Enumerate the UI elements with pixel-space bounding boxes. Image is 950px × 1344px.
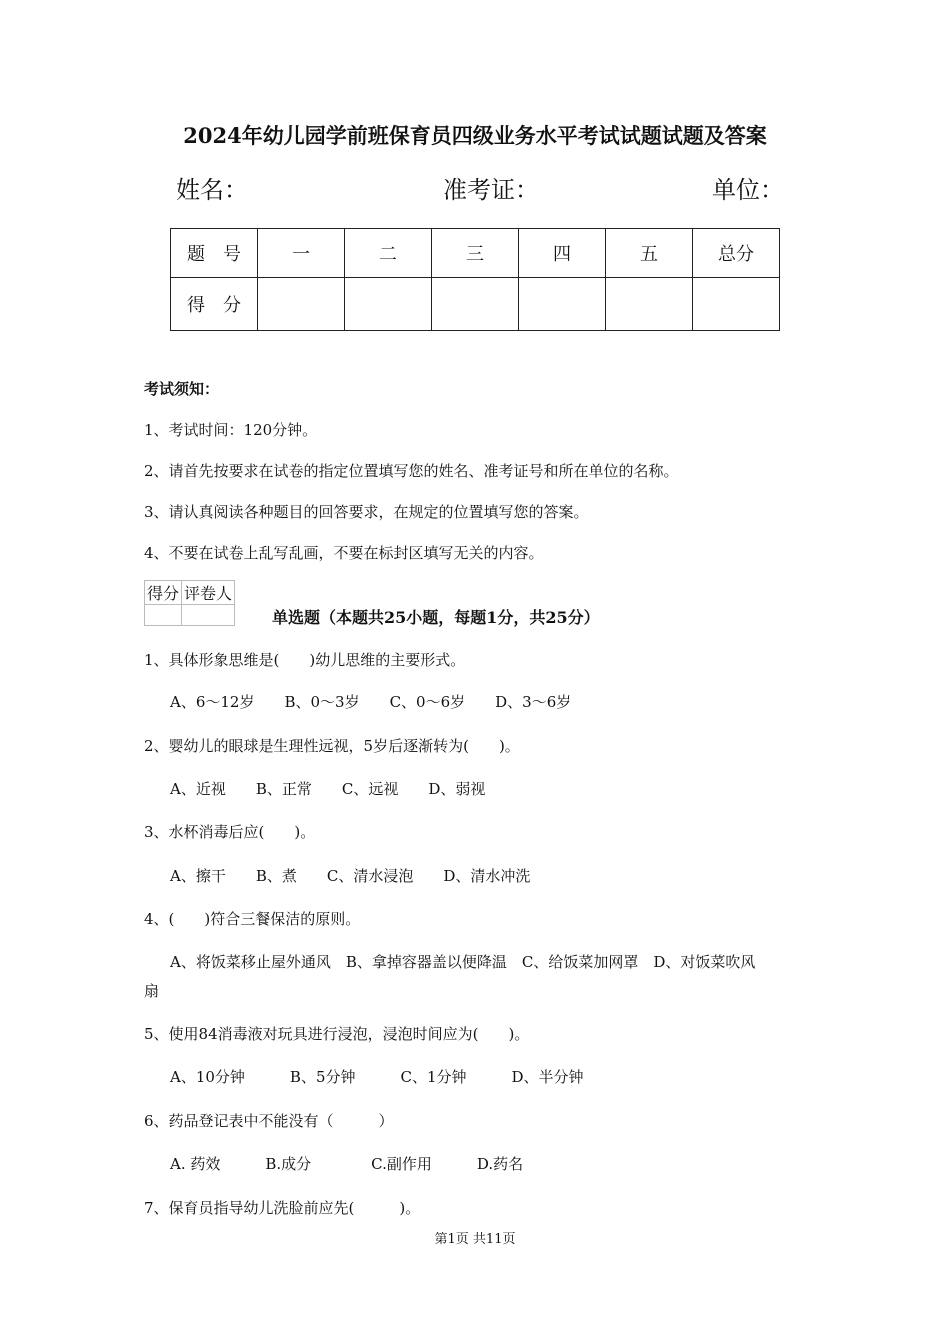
score-header-cell: 二: [345, 229, 432, 278]
grader-name-label: 评卷人: [182, 581, 235, 605]
unit-field-label: 单位：: [712, 176, 784, 204]
score-header-cell: 总分: [693, 229, 780, 278]
page-footer: 第1页 共11页: [434, 1232, 516, 1247]
score-cell[interactable]: [606, 278, 693, 331]
name-field-label: 姓名：: [176, 176, 248, 204]
grader-score-cell[interactable]: [145, 605, 182, 626]
notice-item: 1、考试时间：120分钟。: [144, 421, 318, 439]
exam-id-field-label: 准考证：: [443, 176, 539, 204]
question-options: A、近视 B、正常 C、远视 D、弱视: [170, 780, 486, 798]
question-text: 2、婴幼儿的眼球是生理性远视，5岁后逐渐转为( )。: [144, 737, 520, 755]
question-options: A、10分钟 B、5分钟 C、1分钟 D、半分钟: [170, 1068, 584, 1086]
question-text: 6、药品登记表中不能没有（ ）: [144, 1112, 394, 1130]
notice-item: 4、不要在试卷上乱写乱画，不要在标封区填写无关的内容。: [144, 544, 544, 562]
score-cell[interactable]: [693, 278, 780, 331]
question-text: 1、具体形象思维是( )幼儿思维的主要形式。: [144, 651, 466, 669]
question-options: A、6～12岁 B、0～3岁 C、0～6岁 D、3～6岁: [170, 693, 572, 711]
notice-item: 3、请认真阅读各种题目的回答要求，在规定的位置填写您的答案。: [144, 503, 589, 521]
score-cell[interactable]: [258, 278, 345, 331]
grader-name-cell[interactable]: [182, 605, 235, 626]
notice-heading: 考试须知：: [144, 380, 220, 398]
score-header-cell: 四: [519, 229, 606, 278]
score-table-score-row: [171, 278, 780, 331]
score-cell[interactable]: [345, 278, 432, 331]
question-options: A、擦干 B、煮 C、清水浸泡 D、清水冲洗: [170, 867, 531, 885]
score-header-cell: 一: [258, 229, 345, 278]
question-options: A、将饭菜移止屋外通风 B、拿掉容器盖以便降温 C、给饭菜加网罩 D、对饭菜吹风: [170, 953, 756, 971]
score-table: [170, 228, 780, 331]
question-options-continued: 扇: [144, 982, 160, 1000]
question-options: A. 药效 B.成分 C.副作用 D.药名: [170, 1155, 524, 1173]
score-header-cell: 三: [432, 229, 519, 278]
section-title: 单选题（本题共25小题，每题1分，共25分）: [272, 608, 600, 627]
score-cell[interactable]: [432, 278, 519, 331]
page-title: 2024年幼儿园学前班保育员四级业务水平考试试题试题及答案: [183, 123, 767, 148]
score-table-header-row: [171, 229, 780, 278]
question-text: 5、使用84消毒液对玩具进行浸泡，浸泡时间应为( )。: [144, 1025, 530, 1043]
grader-score-label: 得分: [145, 581, 182, 605]
question-text: 7、保育员指导幼儿洗脸前应先( )。: [144, 1199, 421, 1217]
notice-item: 2、请首先按要求在试卷的指定位置填写您的姓名、准考证号和所在单位的名称。: [144, 462, 679, 480]
question-text: 4、( )符合三餐保洁的原则。: [144, 910, 361, 928]
score-row-label: 得 分: [171, 278, 258, 331]
question-text: 3、水杯消毒后应( )。: [144, 823, 316, 841]
score-cell[interactable]: [519, 278, 606, 331]
grader-box: [144, 580, 235, 626]
score-header-cell: 题 号: [171, 229, 258, 278]
score-header-cell: 五: [606, 229, 693, 278]
